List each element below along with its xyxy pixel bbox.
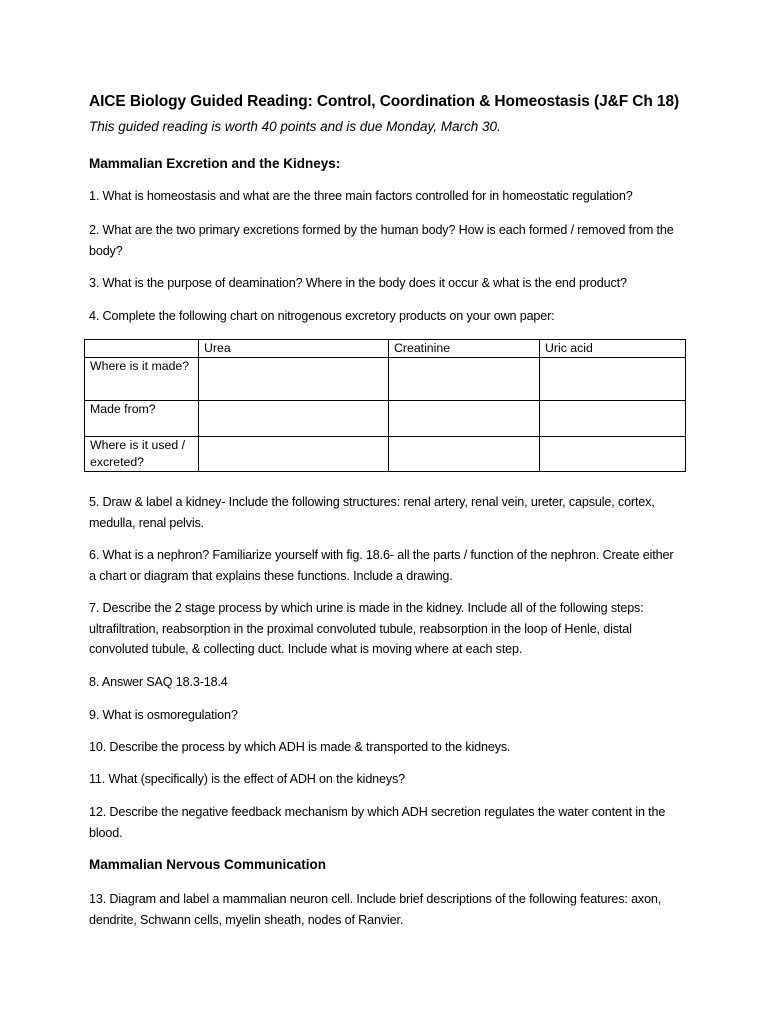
table-header-cell: [85, 340, 199, 358]
table-row: [85, 401, 686, 437]
table-header-cell: Urea: [199, 340, 389, 358]
question-9: 9. What is osmoregulation?: [89, 708, 238, 722]
document-title: AICE Biology Guided Reading: Control, Coordination & Homeostasis (J&F Ch 18): [89, 93, 680, 110]
question-6: 6. What is a nephron? Familiarize yourself with fig. 18.6- all the parts / function of the nephron. Create either a chart or diagram that explains these functions. Include a drawing.: [89, 548, 674, 583]
excretory-products-table: [84, 339, 686, 472]
question-2: 2. What are the two primary excretions formed by the human body? How is each formed / removed from the body?: [89, 223, 674, 258]
table-row-label: Where is it made?: [85, 358, 199, 401]
table-cell: [199, 358, 389, 401]
section-heading-nervous: Mammalian Nervous Communication: [89, 857, 327, 872]
question-12: 12. Describe the negative feedback mechanism by which ADH secretion regulates the water content in the blood.: [89, 805, 666, 840]
table-cell: [389, 401, 540, 437]
table-row: [85, 358, 686, 401]
question-7: 7. Describe the 2 stage process by which urine is made in the kidney. Include all of the following steps: ultrafiltration, reabsorption in the proximal convoluted tubule, reabsorption in the loop of Henle, distal convoluted tubule, & collecting duct. Include what is moving where at each step.: [89, 601, 644, 656]
table-cell: [199, 437, 389, 472]
table-header-row: [85, 340, 686, 358]
table-cell: [389, 358, 540, 401]
table-cell: [540, 358, 686, 401]
question-4: 4. Complete the following chart on nitrogenous excretory products on your own paper:: [89, 309, 555, 323]
table-cell: [389, 437, 540, 472]
question-13: 13. Diagram and label a mammalian neuron cell. Include brief descriptions of the following features: axon, dendrite, Schwann cells, myelin sheath, nodes of Ranvier.: [89, 892, 662, 927]
question-8: 8. Answer SAQ 18.3-18.4: [89, 675, 228, 689]
question-11: 11. What (specifically) is the effect of ADH on the kidneys?: [89, 772, 406, 786]
question-10: 10. Describe the process by which ADH is made & transported to the kidneys.: [89, 740, 511, 754]
table-cell: [540, 401, 686, 437]
table-cell: [199, 401, 389, 437]
table-row-label: Made from?: [85, 401, 199, 437]
table-header-cell: Creatinine: [389, 340, 540, 358]
table-row: [85, 437, 686, 472]
document-subtitle: This guided reading is worth 40 points and is due Monday, March 30.: [89, 119, 501, 134]
question-1: 1. What is homeostasis and what are the three main factors controlled for in homeostatic regulation?: [89, 189, 633, 203]
section-heading-excretion: Mammalian Excretion and the Kidneys:: [89, 156, 341, 171]
table-row-label: Where is it used / excreted?: [85, 437, 199, 472]
table-header-cell: Uric acid: [540, 340, 686, 358]
question-5: 5. Draw & label a kidney- Include the following structures: renal artery, renal vein, ureter, capsule, cortex, medulla, renal pelvis.: [89, 495, 655, 530]
table-cell: [540, 437, 686, 472]
question-3: 3. What is the purpose of deamination? Where in the body does it occur & what is the end product?: [89, 276, 627, 290]
